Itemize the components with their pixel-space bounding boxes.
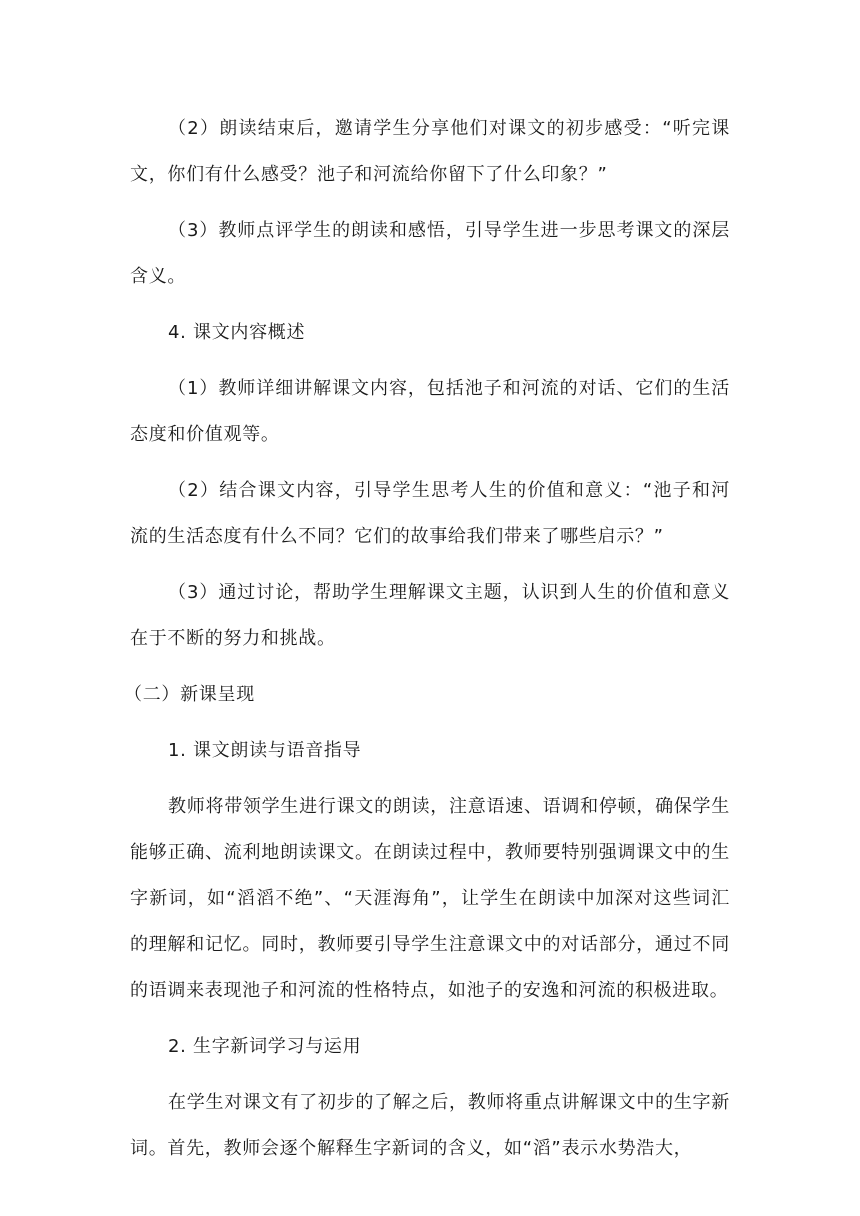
paragraph-reading-feedback: （2）朗读结束后，邀请学生分享他们对课文的初步感受：“听完课文，你们有什么感受？池子和河流给你留下了什么印象？”	[130, 118, 730, 185]
paragraph-life-value: （2）结合课文内容，引导学生思考人生的价值和意义：“池子和河流的生活态度有什么不同？它们的故事给我们带来了哪些启示？”	[130, 480, 730, 547]
paragraph-teacher-comment: （3）教师点评学生的朗读和感悟，引导学生进一步思考课文的深层含义。	[130, 220, 730, 287]
document-body	[124, 106, 730, 1172]
heading-content-overview: 4. 课文内容概述	[168, 322, 306, 343]
paragraph-reading-guidance: 教师将带领学生进行课文的朗读，注意语速、语调和停顿，确保学生能够正确、流利地朗读课文。在朗读过程中，教师要特别强调课文中的生字新词，如“滔滔不绝”、“天涯海角”，让学生在朗读中加深对这些词汇的理解和记忆。同时，教师要引导学生注意课文中的对话部分，通过不同的语调来表现池子和河流的性格特点，如池子的安逸和河流的积极进取。	[130, 796, 730, 1001]
heading-new-lesson: （二）新课呈现	[124, 684, 255, 705]
paragraph-discussion: （3）通过讨论，帮助学生理解课文主题，认识到人生的价值和意义在于不断的努力和挑战。	[130, 582, 730, 649]
paragraph-content-explain: （1）教师详细讲解课文内容，包括池子和河流的对话、它们的生活态度和价值观等。	[130, 378, 730, 445]
paragraph-vocabulary: 在学生对课文有了初步的了解之后，教师将重点讲解课文中的生字新词。首先，教师会逐个解释生字新词的含义，如“滔”表示水势浩大，	[130, 1092, 730, 1159]
heading-vocabulary: 2. 生字新词学习与运用	[168, 1036, 362, 1057]
heading-reading-guidance: 1. 课文朗读与语音指导	[168, 740, 362, 761]
